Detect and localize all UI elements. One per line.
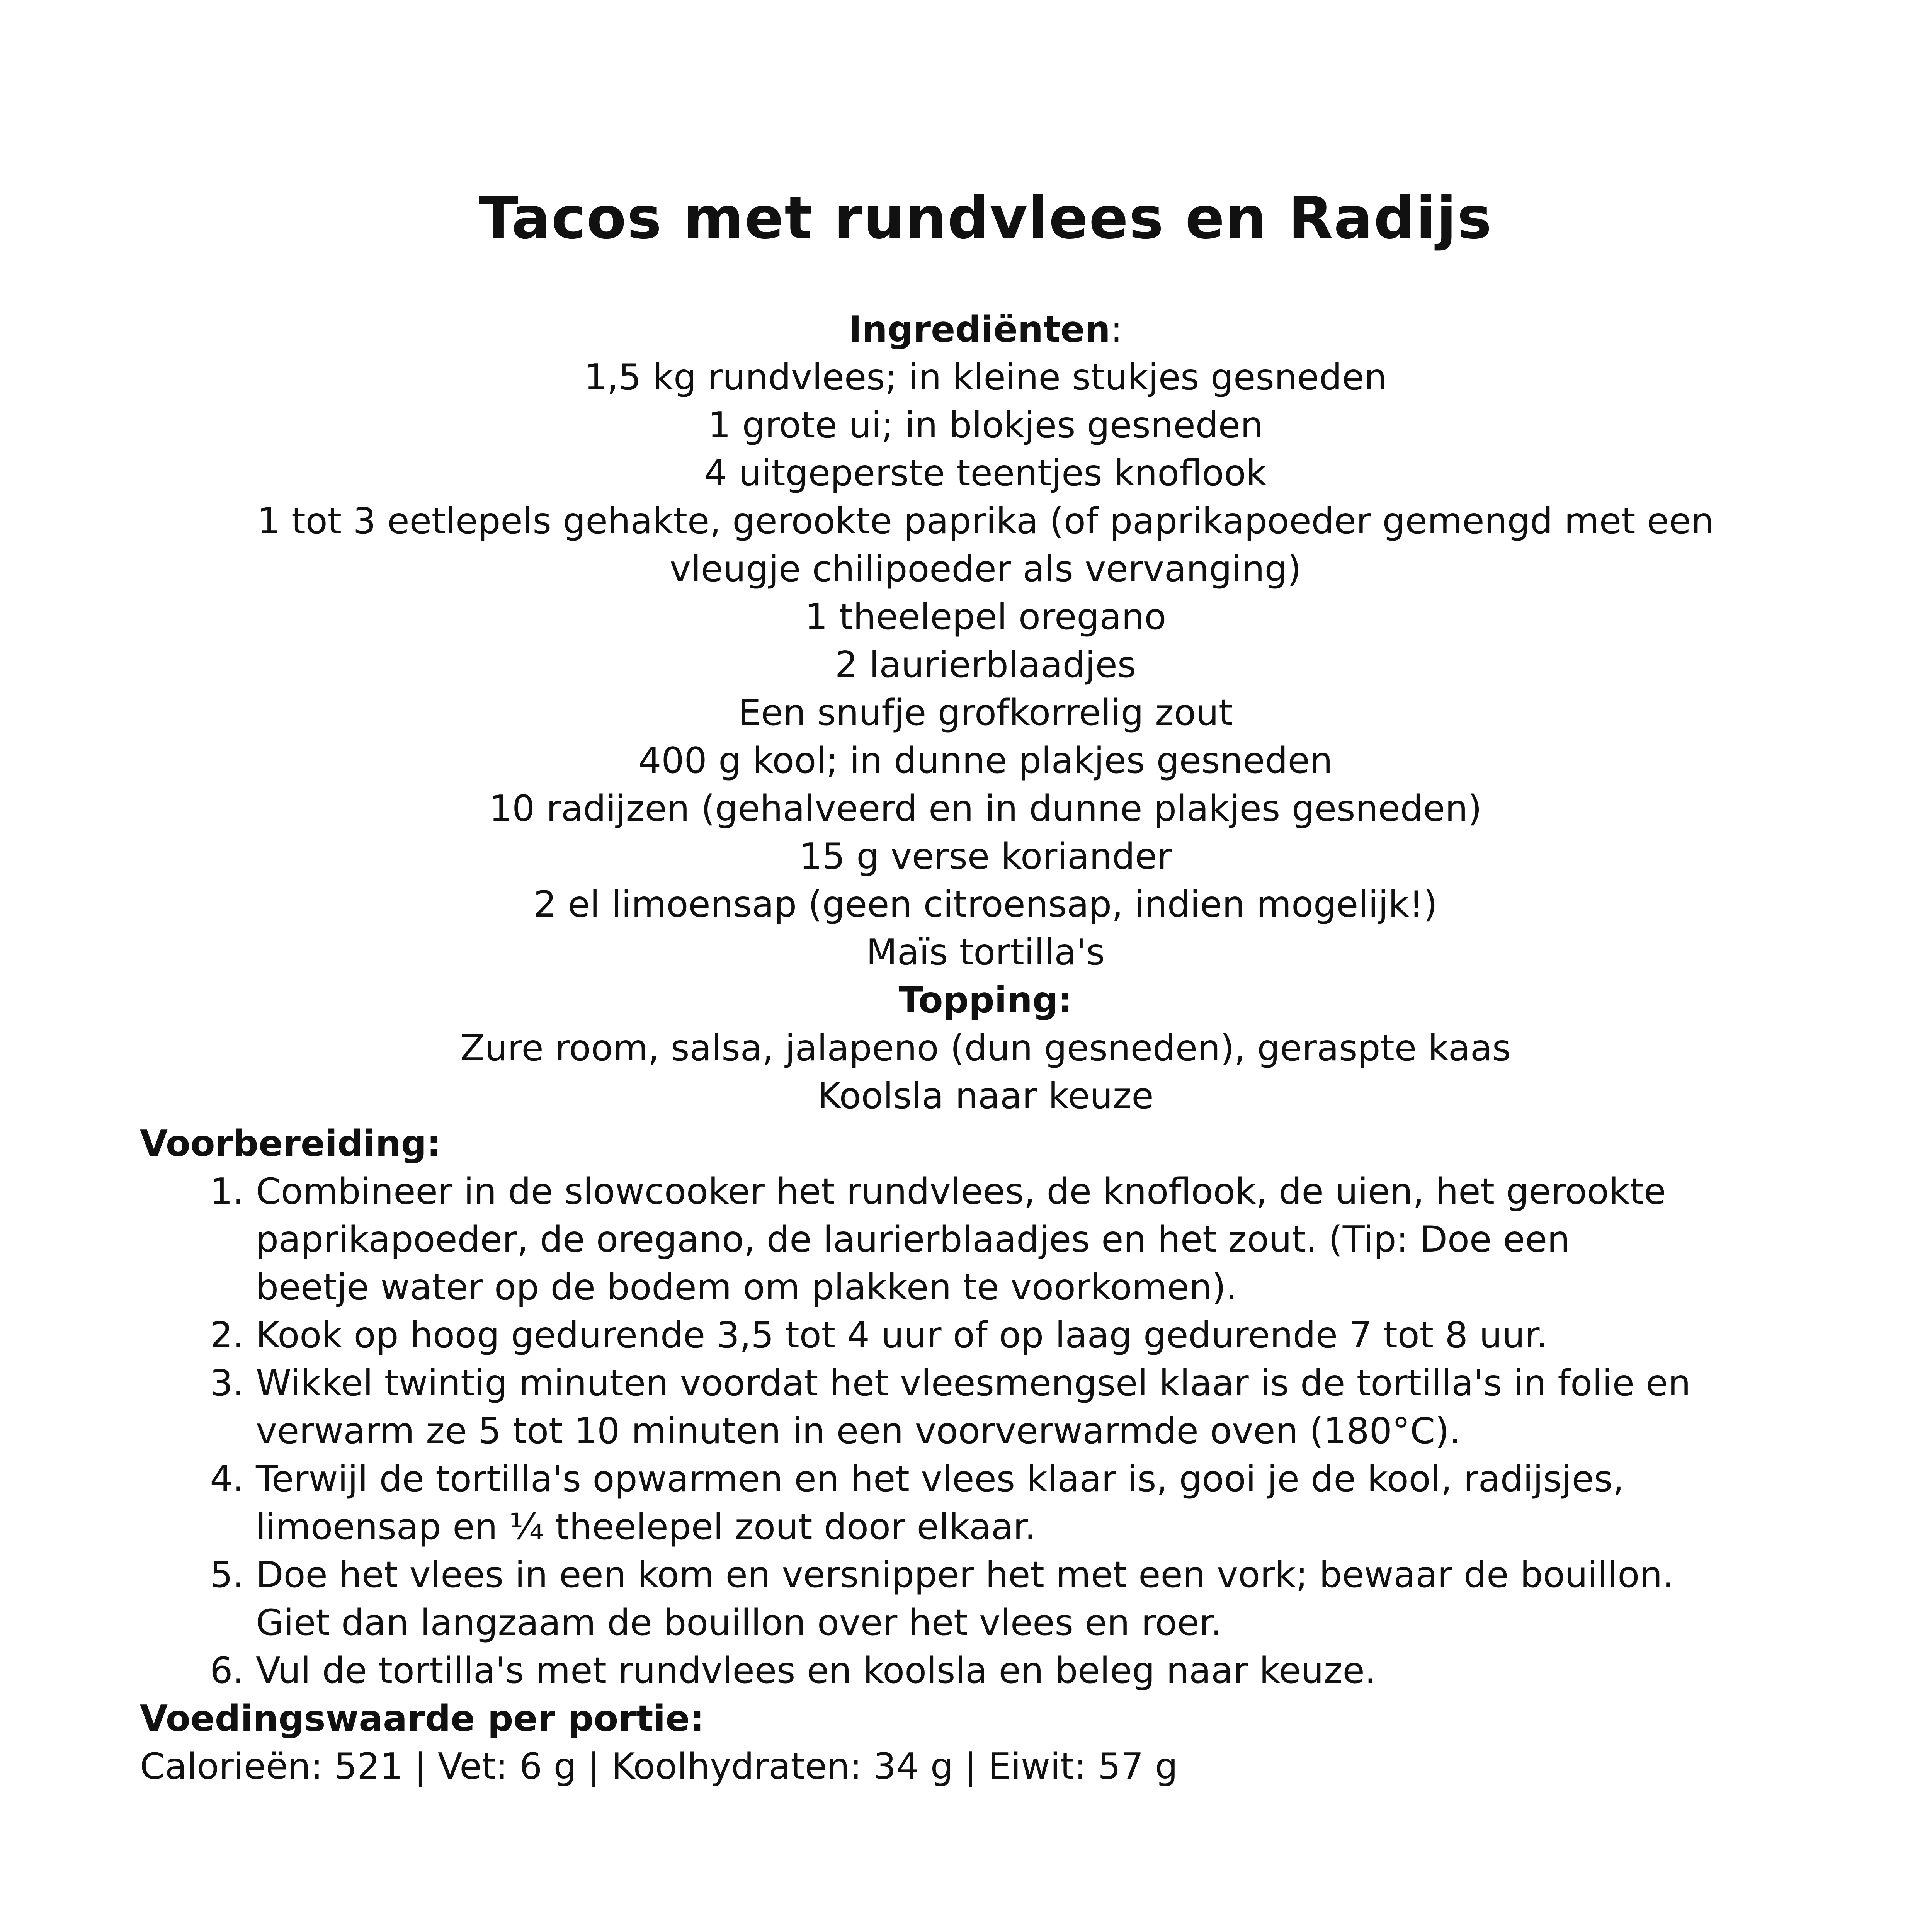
step-line: Vul de tortilla's met rundvlees en koolsla en beleg naar keuze. — [256, 1650, 1376, 1691]
step-line: beetje water op de bodem om plakken te voorkomen). — [256, 1266, 1238, 1308]
step-line: Wikkel twintig minuten voordat het vleesmengsel klaar is de tortilla's in folie en — [256, 1362, 1691, 1404]
recipe-title: Tacos met rundvlees en Radijs — [478, 185, 1493, 252]
step-line: verwarm ze 5 tot 10 minuten in een voorverwarmde oven (180°C). — [256, 1410, 1461, 1452]
step-item — [140, 1646, 1840, 1694]
topping-item: Koolsla naar keuze — [817, 1075, 1154, 1117]
ingredients-heading: Ingrediënten — [848, 308, 1111, 350]
ingredient-item: 10 radijzen (gehalveerd en in dunne plakjes gesneden) — [489, 787, 1482, 829]
ingredient-item: 2 laurierblaadjes — [835, 644, 1136, 685]
step-number: 1. — [210, 1170, 244, 1212]
ingredients-section — [0, 305, 1932, 1120]
ingredients-heading-line — [0, 305, 1932, 353]
ingredient-item: 4 uitgeperste teentjes knoflook — [704, 452, 1267, 494]
steps-list — [140, 1167, 1840, 1694]
step-number: 4. — [210, 1458, 244, 1500]
step-number: 3. — [210, 1362, 244, 1404]
step-number: 5. — [210, 1554, 244, 1595]
step-item — [140, 1359, 1840, 1455]
ingredients-heading-colon: : — [1110, 308, 1123, 350]
step-line: limoensap en ¼ theelepel zout door elkaar. — [256, 1506, 1036, 1548]
step-line: Terwijl de tortilla's opwarmen en het vlees klaar is, gooi je de kool, radijsjes, — [256, 1458, 1624, 1500]
step-line: Kook op hoog gedurende 3,5 tot 4 uur of op laag gedurende 7 tot 8 uur. — [256, 1314, 1548, 1356]
ingredient-item: 15 g verse koriander — [799, 835, 1172, 877]
step-item — [140, 1167, 1840, 1311]
step-line: Giet dan langzaam de bouillon over het vlees en roer. — [256, 1602, 1222, 1643]
step-item — [140, 1455, 1840, 1551]
ingredient-item: 2 el limoensap (geen citroensap, indien mogelijk!) — [533, 883, 1438, 925]
step-item — [140, 1311, 1840, 1359]
topping-item: Zure room, salsa, jalapeno (dun gesneden), geraspte kaas — [460, 1027, 1511, 1069]
step-item — [140, 1551, 1840, 1646]
preparation-heading: Voorbereiding: — [140, 1122, 441, 1164]
ingredient-item: 1 grote ui; in blokjes gesneden — [708, 404, 1263, 446]
nutrition-heading: Voedingswaarde per portie: — [140, 1697, 704, 1739]
step-number: 2. — [210, 1314, 244, 1356]
preparation-section — [140, 1119, 1840, 1790]
ingredient-item: 1 theelepel oregano — [804, 596, 1167, 638]
ingredient-item: Maïs tortilla's — [866, 931, 1105, 973]
ingredient-item: 1 tot 3 eetlepels gehakte, gerookte paprika (of paprikapoeder gemengd met een — [257, 500, 1714, 542]
ingredient-item: 400 g kool; in dunne plakjes gesneden — [638, 740, 1333, 781]
step-line: paprikapoeder, de oregano, de laurierblaadjes en het zout. (Tip: Doe een — [256, 1218, 1570, 1260]
step-line: Combineer in de slowcooker het rundvlees, de knoflook, de uien, het gerookte — [256, 1170, 1666, 1212]
step-number: 6. — [210, 1650, 244, 1691]
nutrition-facts: Calorieën: 521 | Vet: 6 g | Koolhydraten: 34 g | Eiwit: 57 g — [140, 1745, 1178, 1787]
topping-heading: Topping: — [898, 979, 1073, 1021]
step-line: Doe het vlees in een kom en versnipper het met een vork; bewaar de bouillon. — [256, 1554, 1674, 1595]
ingredient-item: vleugje chilipoeder als vervanging) — [670, 548, 1301, 590]
ingredient-item: 1,5 kg rundvlees; in kleine stukjes gesneden — [584, 356, 1387, 398]
ingredient-item: Een snufje grofkorrelig zout — [738, 692, 1233, 733]
